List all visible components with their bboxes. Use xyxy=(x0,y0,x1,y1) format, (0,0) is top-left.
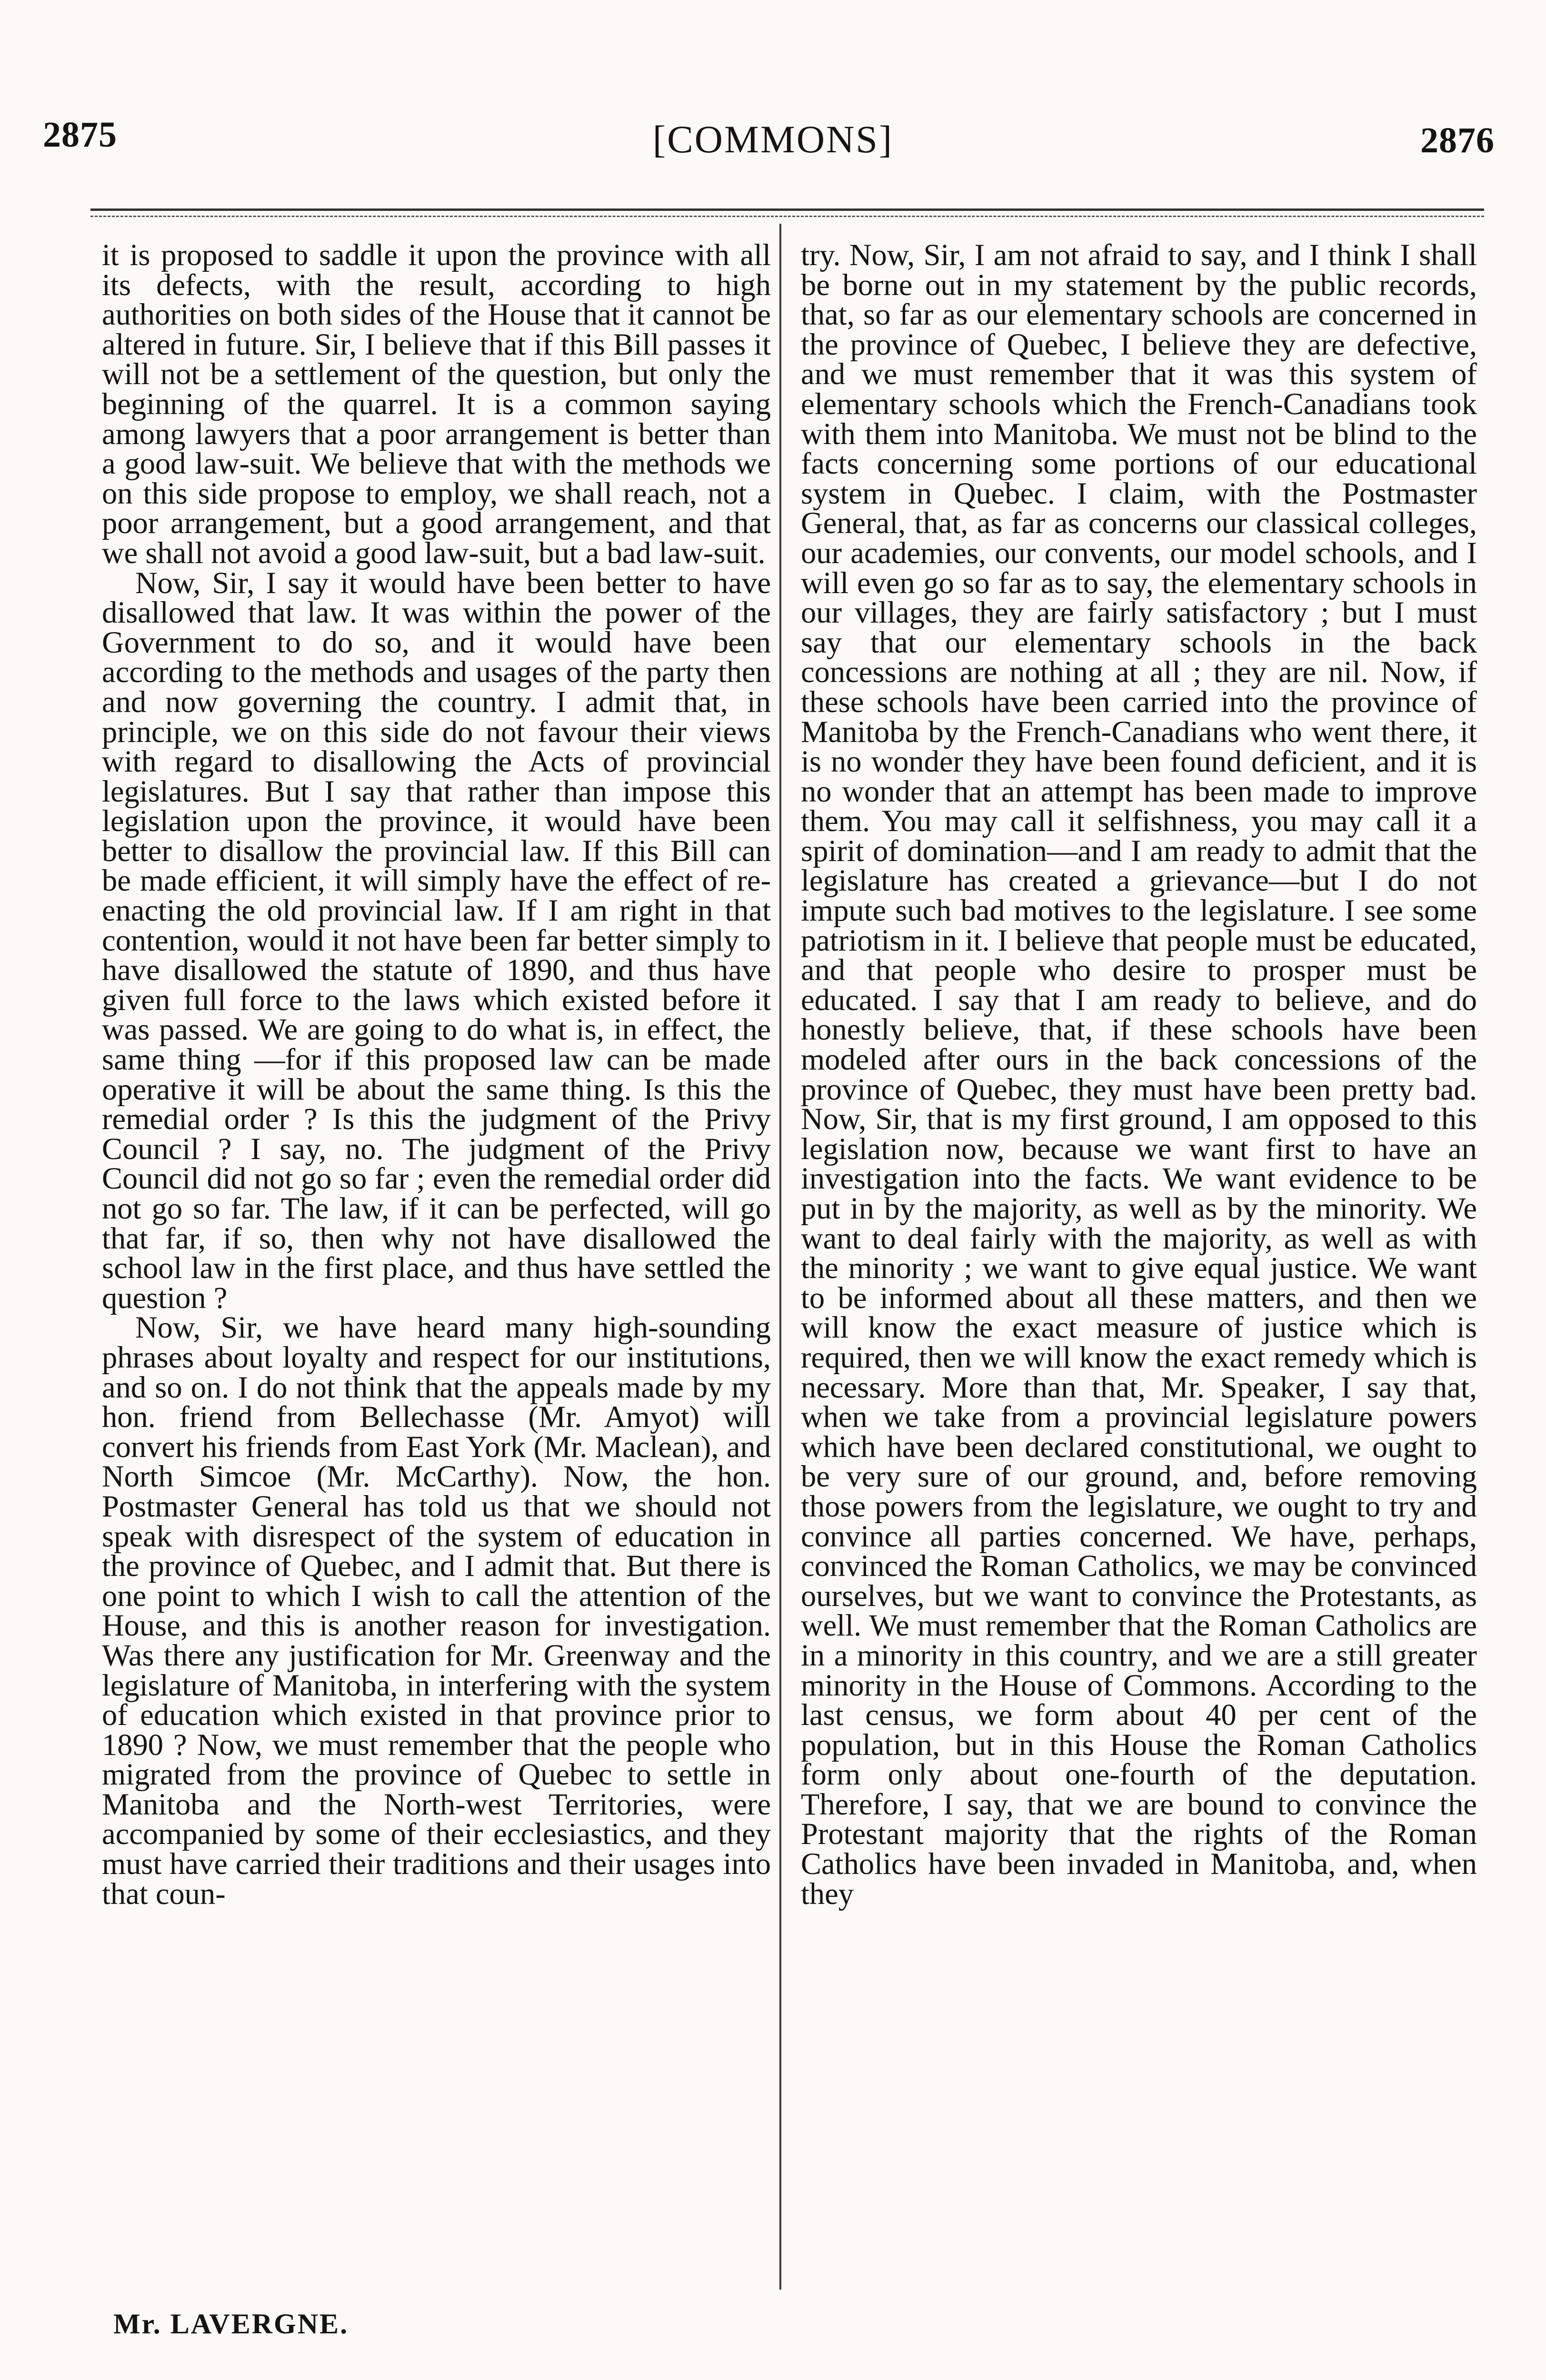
right-column xyxy=(801,240,1477,2282)
page-header xyxy=(0,0,1546,224)
speaker-footer: Mr. LAVERGNE. xyxy=(113,2308,349,2340)
paragraph: try. Now, Sir, I am not afraid to say, and I think I shall be borne out in my statement by the public records, that, so far as our elementary schools are concerned in the province of Quebec, I believe they are defective, and we must remember that it was this system of elementary schools which the French-Canadians took with them into Manitoba. We must not be blind to the facts concerning some portions of our educational system in Quebec. I claim, with the Postmaster General, that, as far as concerns our classical colleges, our academies, our convents, our model schools, and I will even go so far as to say, the elementary schools in our villages, they are fairly satisfactory ; but I must say that our elementary schools in the back concessions are nothing at all ; they are nil. Now, if these schools have been carried into the province of Manitoba by the French-Canadians who went there, it is no wonder they have been found deficient, and it is no wonder that an attempt has been made to improve them. You may call it selfishness, you may call it a spirit of domination—and I am ready to admit that the legislature has created a grievance—but I do not impute such bad motives to the legislature. I see some patriotism in it. I believe that people must be educated, and that people who desire to prosper must be educated. I say that I am ready to believe, and do honestly believe, that, if these schools have been modeled after ours in the back concessions of the province of Quebec, they must have been pretty bad. Now, Sir, that is my first ground, I am opposed to this legislation now, because we want first to have an investigation into the facts. We want evidence to be put in by the majority, as well as by the minority. We want to deal fairly with the majority, as well as with the minority ; we want to give equal justice. We want to be informed about all these matters, and then we will know the exact measure of justice which is required, then we will know the exact remedy which is necessary. More than that, Mr. Speaker, I say that, when we take from a provincial legislature powers which have been declared constitutional, we ought to be very sure of our ground, and, before removing those powers from the legislature, we ought to try and convince all parties concerned. We have, perhaps, convinced the Roman Catholics, we may be convinced ourselves, but we want to convince the Protestants, as well. We must remember that the Roman Catholics are in a minority in this country, and we are a still greater minority in the House of Commons. According to the last census, we form about 40 per cent of the population, but in this House the Roman Catholics form only about one-fourth of the deputation. Therefore, I say, that we are bound to convince the Protestant majority that the rights of the Roman Catholics have been invaded in Manitoba, and, when they xyxy=(801,240,1477,1911)
paragraph: Now, Sir, I say it would have been better to have disallowed that law. It was within the power of the Government to do so, and it would have been according to the methods and usages of the party then and now governing the country. I admit that, in principle, we on this side do not favour their views with regard to disallowing the Acts of provincial legislatures. But I say that rather than impose this legislation upon the province, it would have been better to disallow the provincial law. If this Bill can be made efficient, it will simply have the effect of re-enacting the old provincial law. If I am right in that contention, would it not have been far better simply to have disallowed the statute of 1890, and thus have given full force to the laws which existed before it was passed. We are going to do what is, in effect, the same thing —for if this proposed law can be made operative it will be about the same thing. Is this the remedial order ? Is this the judgment of the Privy Council ? I say, no. The judgment of the Privy Council did not go so far ; even the remedial order did not go so far. The law, if it can be perfected, will go that far, if so, then why not have disallowed the school law in the first place, and thus have settled the question ? xyxy=(102,565,771,1315)
header-rule xyxy=(90,208,1484,217)
paragraph: Now, Sir, we have heard many high-sounding phrases about loyalty and respect for our institutions, and so on. I do not think that the appeals made by my hon. friend from Bellechasse (Mr. Amyot) will convert his friends from East York (Mr. Maclean), and North Simcoe (Mr. McCarthy). Now, the hon. Postmaster General has told us that we should not speak with disrespect of the system of education in the province of Quebec, and I admit that. But there is one point to which I wish to call the attention of the House, and this is another reason for investigation. Was there any justification for Mr. Greenway and the legislature of Manitoba, in interfering with the system of education which existed in that province prior to 1890 ? Now, we must remember that the people who migrated from the province of Quebec to settle in Manitoba and the North-west Territories, were accompanied by some of their ecclesiastics, and they must have carried their traditions and their usages into that coun- xyxy=(102,1310,771,1911)
paragraph: it is proposed to saddle it upon the province with all its defects, with the result, according to high authorities on both sides of the House that it cannot be altered in future. Sir, I believe that if this Bill passes it will not be a settlement of the question, but only the beginning of the quarrel. It is a common saying among lawyers that a poor arrangement is better than a good law-suit. We believe that with the methods we on this side propose to employ, we shall reach, not a poor arrangement, but a good arrangement, and that we shall not avoid a good law-suit, but a bad law-suit. xyxy=(102,240,771,570)
running-head: [COMMONS] xyxy=(652,118,894,161)
left-column xyxy=(102,240,771,2282)
column-divider xyxy=(779,224,781,2290)
page-number-right: 2876 xyxy=(1420,120,1495,160)
page-number-left: 2875 xyxy=(43,115,117,155)
